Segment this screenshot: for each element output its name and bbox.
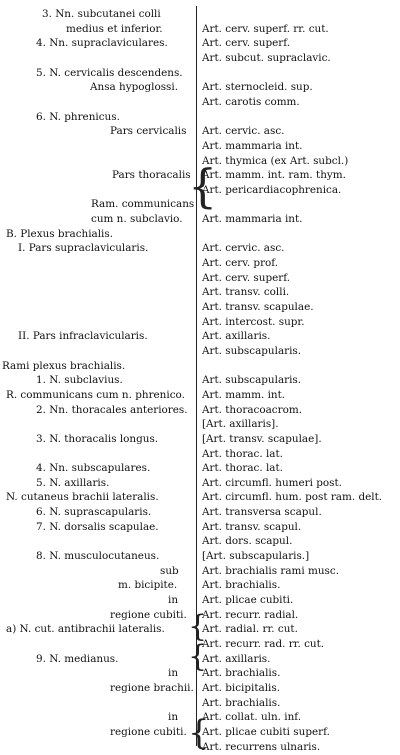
nerve-label: 7. N. dorsalis scapulae. <box>36 520 159 533</box>
artery-label: Art. pericardiacophrenica. <box>202 183 342 196</box>
nerve-label: 9. N. medianus. <box>36 652 119 665</box>
artery-label: Art. recurrens ulnaris. <box>202 740 321 753</box>
nerve-label: regione cubiti. <box>110 725 187 738</box>
table-row <box>0 6 400 22</box>
artery-label: Art. transv. colli. <box>202 286 290 299</box>
artery-label: Art. radial. rr. cut. <box>202 623 298 636</box>
table-row <box>0 328 400 344</box>
artery-label: Art. bicipitalis. <box>202 681 280 694</box>
nerve-label: II. Pars infraclavicularis. <box>18 330 148 343</box>
artery-label: Art. cervic. asc. <box>202 242 285 255</box>
artery-label: Art. subscapularis. <box>202 374 302 387</box>
artery-label: Art. transversa scapul. <box>202 506 322 519</box>
artery-label: Art. intercost. supr. <box>202 315 305 328</box>
artery-label: Art. transv. scapulae. <box>202 301 314 313</box>
table-row <box>0 489 400 505</box>
artery-label: [Art. transv. scapulae]. <box>202 432 322 445</box>
artery-label: Art. thoracoacrom. <box>202 403 303 416</box>
artery-label: [Art. axillaris]. <box>202 418 279 431</box>
nerve-label: I. Pars supraclavicularis. <box>18 242 149 255</box>
artery-label: Art. circumfl. humeri post. <box>202 476 342 489</box>
table-row <box>0 504 400 520</box>
table-row <box>0 314 400 330</box>
artery-label: Art. cerv. superf. rr. cut. <box>202 22 329 35</box>
nerve-label: N. cutaneus brachii lateralis. <box>6 491 159 504</box>
table-row <box>0 387 400 403</box>
table-row <box>0 519 400 535</box>
table-row <box>0 548 400 564</box>
artery-label: Art. recurr. rad. rr. cut. <box>202 637 325 650</box>
nerve-label: Ansa hypoglossi. <box>90 81 179 94</box>
artery-label: Art. recurr. radial. <box>202 608 299 621</box>
nerve-label: R. communicans cum n. phrenico. <box>6 388 185 401</box>
table-row <box>0 563 400 579</box>
nerve-label: 3. Nn. subcutanei colli <box>42 8 161 20</box>
table-row <box>0 695 400 711</box>
brace-pars-thoracalis: { <box>188 159 218 213</box>
brace-sub-bicipite: { <box>188 609 208 644</box>
artery-label: Art. mammaria int. <box>202 213 303 226</box>
artery-label: Art. brachialis. <box>202 579 281 592</box>
nerve-label: a) N. cut. antibrachii lateralis. <box>6 623 165 636</box>
artery-label: Art. brachialis rami musc. <box>202 564 340 577</box>
nerve-label: Ram. communicans <box>91 198 195 211</box>
table-row <box>0 226 400 242</box>
nerve-label: 5. N. cervicalis descendens. <box>36 66 183 79</box>
nerve-label: m. bicipite. <box>118 579 178 592</box>
artery-label: Art. brachialis. <box>202 696 281 709</box>
artery-label: Art. subcut. supraclavic. <box>202 51 331 64</box>
artery-label: Art. sternocleid. sup. <box>202 81 313 94</box>
table-row <box>0 460 400 476</box>
artery-label: Art. brachialis. <box>202 667 281 680</box>
nerve-label: cum n. subclavio. <box>91 213 183 226</box>
nerve-label: Pars cervicalis <box>110 125 187 138</box>
artery-label: Art. axillaris. <box>202 652 271 665</box>
nerve-label: 4. Nn. subscapulares. <box>36 462 151 475</box>
artery-label: Art. plicae cubiti. <box>202 594 294 606</box>
artery-label: Art. cerv. superf. <box>202 271 290 284</box>
nerve-label: Rami plexus brachialis. <box>2 359 126 372</box>
nerve-label: medius et inferior. <box>66 22 163 35</box>
table-row <box>0 343 400 359</box>
table-row <box>0 211 400 227</box>
nerve-label: in <box>168 667 179 680</box>
artery-label: [Art. subscapularis.] <box>202 550 310 563</box>
nerve-label: 8. N. musculocutaneus. <box>36 550 160 563</box>
nerve-label: in <box>168 594 179 606</box>
nerve-label: in <box>168 711 179 724</box>
artery-label: Art. mamm. int. <box>202 388 286 401</box>
artery-label: Art. cervic. asc. <box>202 125 285 138</box>
nerve-label: sub <box>160 564 179 577</box>
table-row <box>0 284 400 300</box>
table-row <box>0 65 400 81</box>
artery-label: Art. transv. scapul. <box>202 520 302 533</box>
table-row <box>0 533 400 549</box>
artery-label: Art. thorac. lat. <box>202 462 283 475</box>
table-row <box>0 270 400 286</box>
table-row <box>0 402 400 418</box>
artery-label: Art. axillaris. <box>202 330 271 343</box>
artery-label: Art. collat. uln. inf. <box>202 711 302 724</box>
artery-label: Art. cerv. prof. <box>202 257 279 270</box>
table-row <box>0 240 400 256</box>
nerve-label: B. Plexus brachialis. <box>6 227 114 240</box>
table-row <box>0 475 400 491</box>
nerve-label: 6. N. phrenicus. <box>36 110 120 123</box>
nerve-label: regione brachii. <box>110 681 194 694</box>
artery-label: Art. plicae cubiti superf. <box>202 725 330 738</box>
table-row <box>0 446 400 462</box>
artery-label: Art. thymica (ex Art. subcl.) <box>202 154 349 167</box>
artery-label: Art. thorac. lat. <box>202 447 283 460</box>
nerve-label: 2. Nn. thoracales anteriores. <box>36 403 188 416</box>
table-row <box>0 592 400 608</box>
nerve-label: 1. N. subclavius. <box>36 374 123 387</box>
table-row <box>0 680 400 696</box>
table-row <box>0 123 400 139</box>
table-row <box>0 35 400 51</box>
table-row <box>0 416 400 432</box>
table-row <box>0 138 400 154</box>
artery-label: Art. circumfl. hum. post ram. delt. <box>202 491 383 504</box>
table-row <box>0 372 400 388</box>
brace-regione-brachii: { <box>188 713 210 753</box>
table-row <box>0 50 400 66</box>
nerve-label: 6. N. suprascapularis. <box>36 506 152 519</box>
nerve-label: Pars thoracalis <box>112 169 191 182</box>
table-row <box>0 431 400 447</box>
artery-label: Art. mamm. int. ram. thym. <box>202 169 346 182</box>
table-row <box>0 21 400 37</box>
artery-label: Art. subscapularis. <box>202 344 302 357</box>
table-row <box>0 255 400 271</box>
nerve-label: 4. Nn. supraclaviculares. <box>36 37 168 50</box>
table-row <box>0 358 400 374</box>
nerve-label: 5. N. axillaris. <box>36 476 110 489</box>
table-row <box>0 79 400 95</box>
nerve-label: regione cubiti. <box>110 608 187 621</box>
artery-label: Art. dors. scapul. <box>202 535 293 548</box>
table-row <box>0 94 400 110</box>
artery-label: Art. carotis comm. <box>202 95 300 108</box>
brace-regione-cubiti-1: { <box>188 639 208 674</box>
artery-label: Art. cerv. superf. <box>202 37 290 50</box>
table-row <box>0 577 400 593</box>
nerve-label: 3. N. thoracalis longus. <box>36 432 159 445</box>
artery-label: Art. mammaria int. <box>202 139 303 152</box>
table-row <box>0 299 400 315</box>
table-row <box>0 109 400 125</box>
